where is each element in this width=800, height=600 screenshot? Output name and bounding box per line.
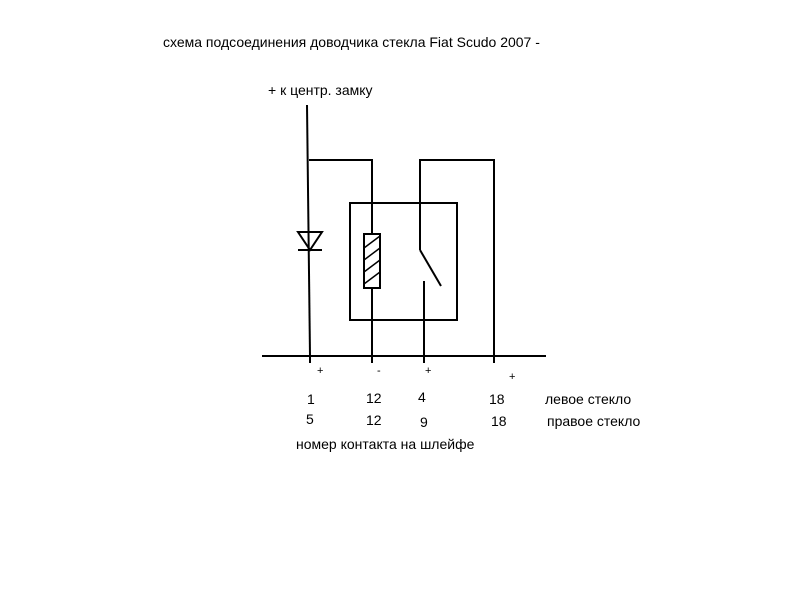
right-pin-3: 9 [420,414,428,430]
coil-hatch [364,236,380,284]
left-pin-2: 12 [366,390,382,406]
diode-icon [298,232,322,250]
pin-caption: номер контакта на шлейфе [296,436,475,452]
left-pin-3: 4 [418,389,426,405]
polarity-mark-1: + [317,365,324,377]
left-pin-1: 1 [307,391,315,407]
pin-stubs [310,356,494,363]
polarity-mark-2: - [377,365,381,377]
left-glass-label: левое стекло [545,391,632,407]
relay-box [350,203,457,320]
polarity-mark-4: + [509,371,516,383]
relay-switch-icon [420,250,441,286]
right-pin-4: 18 [491,413,507,429]
right-pin-2: 12 [366,412,382,428]
left-pin-4: 18 [489,391,505,407]
right-pin-1: 5 [306,411,314,427]
wire-central-lock [307,105,310,356]
diagram-title: схема подсоединения доводчика стекла Fiat Scudo 2007 - [163,34,540,50]
central-lock-label: + к центр. замку [268,82,373,98]
wire-lock-to-coil [309,160,372,234]
right-glass-label: правое стекло [547,413,641,429]
polarity-mark-3: + [425,365,432,377]
